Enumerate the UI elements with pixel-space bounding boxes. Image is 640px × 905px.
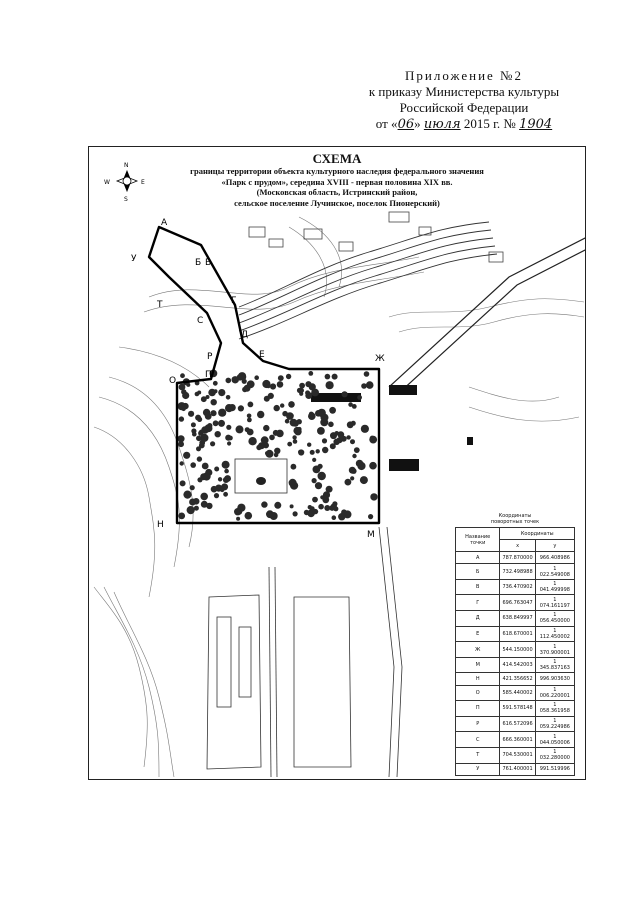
table-cell-name: Д — [456, 611, 500, 627]
tree — [318, 504, 324, 510]
table-cell-x: 591.578148 — [500, 701, 535, 717]
diagonal-road — [389, 237, 586, 393]
table-cell-y: 1 112.450002 — [535, 626, 574, 642]
tree — [333, 439, 339, 445]
tree — [236, 425, 244, 433]
tree — [180, 461, 184, 465]
table-cell-x: 761.400001 — [500, 763, 535, 775]
annex-title: Приложение №2 — [405, 68, 523, 83]
table-cell-y: 1 059.224986 — [535, 716, 574, 732]
coordinates-caption — [455, 513, 575, 525]
tree — [322, 447, 328, 453]
tree — [206, 503, 212, 509]
tree — [287, 442, 292, 447]
park-trees — [177, 370, 377, 521]
coordinates-table-body — [456, 552, 575, 775]
tree — [248, 402, 254, 408]
table-cell-name: Р — [456, 716, 500, 732]
table-cell-x: 585.440002 — [500, 685, 535, 701]
tree — [187, 506, 195, 514]
date-prefix: от « — [375, 116, 398, 131]
tree — [329, 505, 335, 511]
tree — [274, 448, 280, 454]
tree — [342, 391, 348, 397]
tree — [278, 375, 284, 381]
date-year: 2015 г. № — [463, 116, 516, 131]
tree — [274, 502, 281, 509]
table-cell-name: П — [456, 701, 500, 717]
date-number: 1904 — [519, 117, 553, 132]
point-r-label: Р — [207, 352, 213, 362]
annex-date — [344, 116, 584, 133]
table-cell-x: 787.870000 — [500, 552, 535, 564]
point-s-label: С — [197, 316, 204, 326]
tree — [364, 371, 370, 377]
table-cell-y: 1 032.280000 — [535, 747, 574, 763]
tree — [210, 441, 215, 446]
table-cell-y: 1 074.161197 — [535, 595, 574, 611]
tree — [197, 456, 202, 461]
tree — [293, 439, 298, 444]
tree — [247, 429, 254, 436]
header-point-name: Название точки — [456, 528, 500, 552]
tree — [273, 430, 279, 436]
tree — [238, 405, 244, 411]
table-row — [456, 673, 575, 685]
table-cell-y: 1 345.837163 — [535, 657, 574, 673]
table-cell-name: Т — [456, 747, 500, 763]
tree — [232, 376, 239, 383]
tree — [261, 436, 269, 444]
table-row — [456, 595, 575, 611]
solid-buildings — [311, 385, 473, 471]
table-cell-x: 732.498988 — [500, 564, 535, 580]
tree — [311, 389, 319, 397]
tree — [224, 475, 231, 482]
tree — [240, 374, 246, 380]
table-row — [456, 747, 575, 763]
tree — [326, 381, 334, 389]
tree — [298, 449, 304, 455]
tree — [329, 407, 336, 414]
table-cell-name: Б — [456, 564, 500, 580]
point-g-label: Г — [231, 296, 237, 306]
table-cell-name: В — [456, 579, 500, 595]
tree — [218, 389, 225, 396]
table-cell-name: Ж — [456, 642, 500, 658]
schema-title-block — [89, 151, 585, 208]
tree — [341, 509, 347, 515]
tree — [349, 467, 356, 474]
table-row — [456, 552, 575, 564]
schema-subtitle-3: (Московская область, Истринский район, — [256, 187, 418, 197]
tree — [200, 493, 208, 501]
tree — [213, 381, 218, 386]
tree — [370, 493, 377, 500]
tree — [277, 381, 284, 388]
tree — [315, 482, 322, 489]
tree — [318, 464, 323, 469]
tree — [312, 497, 318, 503]
tree — [292, 435, 296, 439]
tree — [318, 472, 326, 480]
tree — [226, 378, 232, 384]
point-a-label: А — [161, 218, 168, 228]
tree — [236, 517, 240, 521]
tree — [270, 383, 276, 389]
tree — [286, 374, 291, 379]
table-cell-y: 996.903630 — [535, 673, 574, 685]
table-cell-x: 736.470902 — [500, 579, 535, 595]
table-row — [456, 626, 575, 642]
point-b-label: Б — [195, 258, 202, 268]
table-cell-x: 704.530001 — [500, 747, 535, 763]
table-cell-x: 696.763047 — [500, 595, 535, 611]
tree — [263, 425, 269, 431]
tree — [312, 458, 316, 462]
schema-subtitle-4: сельское поселение Лучинское, поселок Пионерский) — [234, 197, 440, 208]
compass-e-label: E — [141, 179, 145, 186]
tree — [248, 437, 256, 445]
tree — [190, 485, 195, 490]
tree — [214, 467, 219, 472]
tree — [308, 412, 316, 420]
compass-w-label: W — [104, 179, 110, 186]
tree — [322, 438, 327, 443]
tree — [264, 396, 270, 402]
point-n-label: Н — [157, 520, 164, 530]
tree — [226, 395, 231, 400]
tree — [290, 419, 298, 427]
compass-s-label: S — [124, 196, 128, 203]
tree — [215, 431, 221, 437]
tree — [308, 371, 313, 376]
schema-frame — [88, 146, 586, 780]
tree — [211, 399, 217, 405]
table-row — [456, 716, 575, 732]
lower-plan — [207, 527, 402, 777]
tree — [189, 499, 196, 506]
table-row — [456, 657, 575, 673]
tree — [332, 515, 337, 520]
tree — [265, 451, 269, 455]
tree — [297, 427, 301, 431]
tree — [183, 491, 191, 499]
tree — [326, 486, 333, 493]
point-p-label: П — [205, 370, 212, 380]
tree — [357, 395, 362, 400]
tree — [348, 402, 353, 407]
point-o-label: О — [169, 376, 177, 386]
table-cell-name: С — [456, 732, 500, 748]
table-row — [456, 685, 575, 701]
annex-ministry: Российской Федерации — [399, 100, 529, 115]
tree — [316, 449, 320, 453]
tree — [345, 479, 352, 486]
tree — [254, 375, 259, 380]
tree — [280, 403, 284, 407]
tree — [325, 374, 331, 380]
coordinates-table — [455, 527, 575, 776]
tree — [368, 514, 373, 519]
table-row — [456, 579, 575, 595]
tree — [197, 391, 201, 395]
coordinates-caption-line1: Координаты — [498, 513, 532, 519]
tree — [205, 413, 212, 420]
table-cell-y: 1 044.050006 — [535, 732, 574, 748]
tree — [289, 479, 297, 487]
tree — [352, 454, 356, 458]
table-row — [456, 642, 575, 658]
road-embankment — [239, 222, 497, 339]
tree — [196, 436, 202, 442]
table-cell-y: 1 058.361958 — [535, 701, 574, 717]
point-zh-label: Ж — [375, 354, 385, 364]
point-v-label: В — [205, 258, 212, 268]
tree — [218, 409, 226, 417]
header-x: x — [500, 540, 535, 552]
tree — [330, 432, 337, 439]
tree — [178, 402, 186, 410]
tree — [310, 506, 315, 511]
table-cell-x: 414.542003 — [500, 657, 535, 673]
table-cell-y: 1 022.549008 — [535, 564, 574, 580]
pond — [235, 459, 287, 493]
table-cell-x: 421.356652 — [500, 673, 535, 685]
tree — [247, 414, 252, 419]
tree — [190, 462, 196, 468]
tree — [369, 462, 377, 470]
tree — [350, 476, 354, 480]
table-cell-name: Н — [456, 673, 500, 685]
tree — [207, 423, 212, 428]
tree — [289, 413, 294, 418]
table-cell-x: 638.849997 — [500, 611, 535, 627]
table-cell-y: 991.519996 — [535, 763, 574, 775]
tree — [369, 436, 377, 444]
tree — [192, 432, 197, 437]
compass-n-label: N — [124, 162, 129, 169]
table-cell-x: 666.360001 — [500, 732, 535, 748]
table-cell-name: Е — [456, 626, 500, 642]
tree — [218, 477, 222, 481]
point-u-label: У — [131, 254, 137, 264]
tree — [312, 478, 317, 483]
tree — [293, 511, 298, 516]
tree — [245, 512, 253, 520]
table-cell-x: 544.150000 — [500, 642, 535, 658]
tree — [202, 463, 209, 470]
table-cell-name: У — [456, 763, 500, 775]
tree — [197, 417, 202, 422]
table-row — [456, 701, 575, 717]
tree — [213, 420, 219, 426]
header-coordinates: Координаты — [500, 528, 575, 540]
tree — [350, 439, 355, 444]
tree — [361, 383, 367, 389]
tree — [178, 513, 185, 520]
date-month: июля — [423, 117, 461, 132]
tree — [224, 469, 229, 474]
schema-title: СХЕМА — [312, 151, 362, 166]
annex-header — [344, 68, 584, 133]
tree — [307, 443, 311, 447]
table-cell-y: 966.408986 — [535, 552, 574, 564]
tree — [218, 420, 225, 427]
tree — [299, 392, 303, 396]
table-row — [456, 763, 575, 775]
buildings-top — [249, 212, 503, 262]
tree — [357, 462, 365, 470]
tree — [274, 405, 280, 411]
tree — [354, 447, 360, 453]
tree — [228, 436, 233, 441]
table-cell-y: 1 041.499998 — [535, 579, 574, 595]
tree — [332, 374, 338, 380]
tree — [317, 427, 325, 435]
tree — [191, 422, 196, 427]
tree — [366, 381, 374, 389]
tree — [226, 425, 231, 430]
schema-subtitle-1: границы территории объекта культурного наследия федерального значения — [190, 166, 484, 176]
table-cell-name: М — [456, 657, 500, 673]
tree — [200, 473, 207, 480]
date-day: 06 — [397, 117, 415, 132]
date-mid: » — [414, 116, 421, 131]
tree — [261, 501, 267, 507]
header-y: y — [535, 540, 574, 552]
tree — [179, 384, 186, 391]
tree — [201, 396, 207, 402]
tree — [247, 418, 252, 423]
tree — [188, 411, 194, 417]
tree — [194, 506, 199, 511]
tree — [220, 488, 225, 493]
tree — [180, 373, 185, 378]
tree — [328, 422, 334, 428]
tree — [180, 480, 186, 486]
tree — [214, 389, 218, 393]
tree — [183, 452, 190, 459]
point-m-label: М — [367, 530, 375, 540]
tree — [196, 446, 201, 451]
tree — [225, 404, 233, 412]
schema-subtitle-2: «Парк с прудом», середина XVIII - первая половина XIX вв. — [221, 176, 453, 187]
table-row — [456, 564, 575, 580]
tree — [290, 504, 294, 508]
table-row — [456, 611, 575, 627]
tree — [270, 512, 278, 520]
tree — [257, 411, 264, 418]
table-cell-y: 1 370.900001 — [535, 642, 574, 658]
tree — [227, 441, 231, 445]
tree — [361, 425, 369, 433]
tree — [256, 445, 261, 450]
tree — [177, 435, 184, 442]
tree — [244, 385, 251, 392]
tree — [223, 492, 228, 497]
tree — [291, 464, 297, 470]
tree — [337, 431, 344, 438]
table-cell-name: Г — [456, 595, 500, 611]
table-cell-name: О — [456, 685, 500, 701]
table-cell-x: 616.572096 — [500, 716, 535, 732]
tree — [179, 416, 184, 421]
tree — [269, 435, 275, 441]
tree — [262, 380, 270, 388]
table-row — [456, 732, 575, 748]
tree — [310, 450, 315, 455]
tree — [360, 476, 368, 484]
tree — [222, 461, 230, 469]
tree — [318, 409, 326, 417]
table-cell-y: 1 006.220001 — [535, 685, 574, 701]
point-t-label: Т — [157, 300, 163, 310]
tree — [234, 508, 241, 515]
table-cell-name: А — [456, 552, 500, 564]
tree — [288, 401, 295, 408]
point-e-label: Е — [259, 350, 265, 360]
tree — [198, 431, 203, 436]
point-d-label: Д — [241, 330, 249, 340]
tree — [299, 383, 305, 389]
annex-order: к приказу Министерства культуры — [368, 84, 560, 99]
tree — [214, 493, 219, 498]
tree — [346, 435, 350, 439]
table-cell-x: 618.670001 — [500, 626, 535, 642]
tree — [347, 421, 354, 428]
table-cell-y: 1 056.450000 — [535, 611, 574, 627]
coordinates-caption-line2: поворотных точек — [490, 519, 540, 525]
